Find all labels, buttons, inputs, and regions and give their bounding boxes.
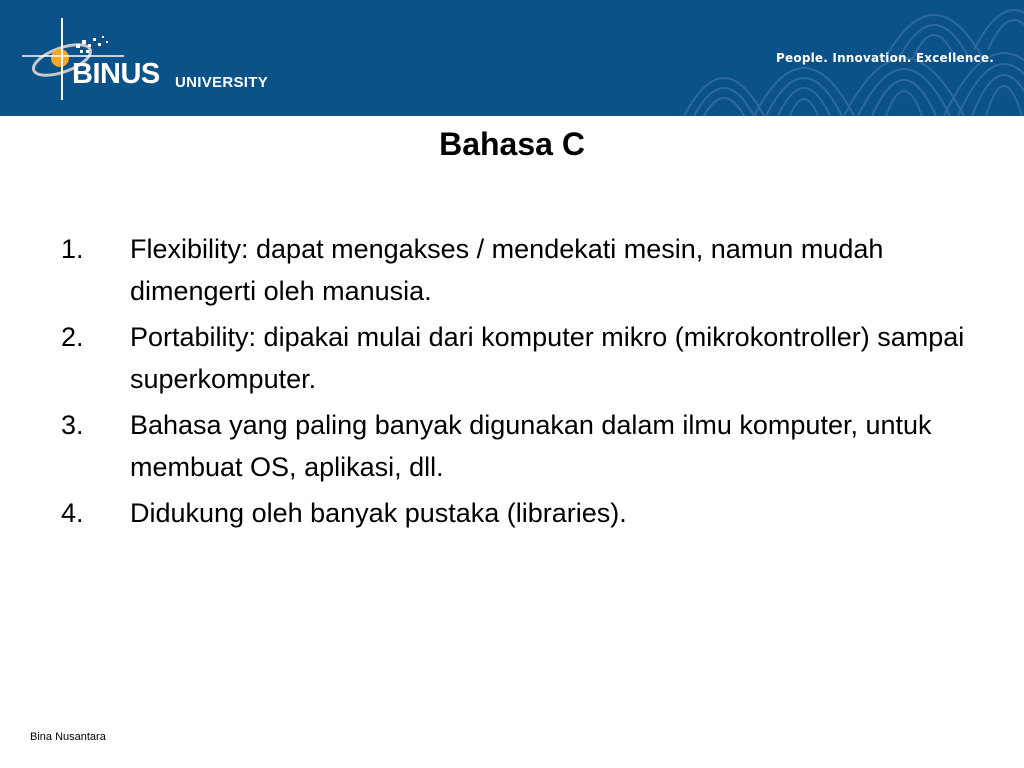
footer-text: Bina Nusantara — [30, 731, 106, 743]
list-item-number: 3. — [61, 410, 84, 440]
list-item-text: Flexibility: dapat mengakses / mendekati mesin, namun mudah dimengerti oleh manusia. — [130, 234, 884, 306]
tagline: People. Innovation. Excellence. — [776, 51, 994, 65]
header-banner — [0, 0, 1024, 116]
logo-university-text: UNIVERSITY — [175, 74, 269, 91]
list-item-text: Bahasa yang paling banyak digunakan dalam ilmu komputer, untuk membuat OS, aplikasi, dll. — [130, 410, 932, 482]
list-item-number: 4. — [61, 498, 84, 528]
list-item-number: 2. — [61, 322, 84, 352]
list-item — [61, 492, 991, 534]
list-item-text: Didukung oleh banyak pustaka (libraries). — [130, 498, 627, 528]
list-item-text: Portability: dipakai mulai dari komputer mikro (mikrokontroller) sampai superkomputer. — [130, 322, 965, 394]
slide-title: Bahasa C — [439, 126, 585, 162]
numbered-list — [61, 228, 991, 538]
list-item-number: 1. — [61, 234, 84, 264]
list-item — [61, 228, 991, 312]
logo-brand-text: BINUS — [72, 58, 160, 90]
list-item — [61, 316, 991, 400]
list-item — [61, 404, 991, 488]
